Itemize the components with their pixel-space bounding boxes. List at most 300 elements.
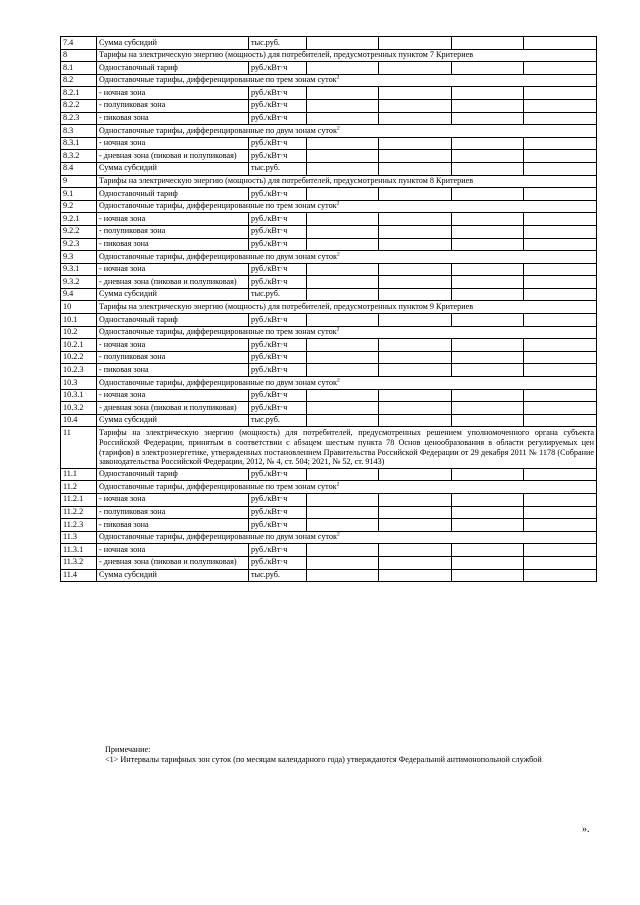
value-cell bbox=[452, 62, 524, 75]
table-section-row bbox=[61, 427, 597, 468]
indicator-name: - ночная зона bbox=[99, 494, 146, 504]
unit-cell: руб./кВт·ч bbox=[249, 213, 307, 226]
indicator-name: - дневная зона (пиковая и полупиковая) bbox=[99, 557, 237, 567]
row-number-cell: 10 bbox=[61, 301, 97, 314]
indicator-name: Одноставочные тарифы, дифференцированные по двум зонам суток bbox=[99, 251, 337, 261]
table-row bbox=[61, 519, 597, 532]
value-cell bbox=[307, 544, 379, 557]
indicator-name-cell bbox=[97, 301, 597, 314]
indicator-name-cell bbox=[97, 326, 597, 339]
indicator-name-cell bbox=[97, 531, 597, 544]
table-row bbox=[61, 238, 597, 251]
table-row bbox=[61, 137, 597, 150]
value-cell bbox=[452, 351, 524, 364]
value-cell bbox=[452, 99, 524, 112]
table-row bbox=[61, 99, 597, 112]
value-cell bbox=[379, 162, 452, 175]
value-cell bbox=[379, 339, 452, 352]
table-row bbox=[61, 162, 597, 175]
value-cell bbox=[379, 389, 452, 402]
value-cell bbox=[452, 137, 524, 150]
value-cell bbox=[307, 339, 379, 352]
table-row bbox=[61, 150, 597, 163]
indicator-name: Сумма субсидий bbox=[99, 37, 157, 47]
value-cell bbox=[452, 519, 524, 532]
indicator-name-cell bbox=[97, 99, 249, 112]
unit-cell: руб./кВт·ч bbox=[249, 339, 307, 352]
row-number-cell: 8.3.2 bbox=[61, 150, 97, 163]
value-cell bbox=[307, 519, 379, 532]
unit-cell: руб./кВт·ч bbox=[249, 99, 307, 112]
value-cell bbox=[524, 468, 597, 481]
indicator-name: - полупиковая зона bbox=[99, 226, 166, 236]
indicator-name: Одноставочный тариф bbox=[99, 469, 178, 479]
indicator-name-cell bbox=[97, 276, 249, 289]
row-number-cell: 9.2.1 bbox=[61, 213, 97, 226]
table-section-row bbox=[61, 481, 597, 494]
row-number-cell: 8.2.1 bbox=[61, 87, 97, 100]
value-cell bbox=[524, 238, 597, 251]
unit-cell: тыс.руб. bbox=[249, 288, 307, 301]
value-cell bbox=[307, 150, 379, 163]
value-cell bbox=[307, 414, 379, 427]
value-cell bbox=[452, 188, 524, 201]
table-row bbox=[61, 276, 597, 289]
table-row bbox=[61, 544, 597, 557]
indicator-name-cell bbox=[97, 339, 249, 352]
indicator-name: - ночная зона bbox=[99, 390, 146, 400]
value-cell bbox=[379, 493, 452, 506]
value-cell bbox=[524, 506, 597, 519]
value-cell bbox=[452, 556, 524, 569]
indicator-name: Одноставочные тарифы, дифференцированные по трем зонам суток bbox=[99, 481, 337, 491]
value-cell bbox=[379, 519, 452, 532]
indicator-name: Одноставочные тарифы, дифференцированные по трем зонам суток bbox=[99, 201, 337, 211]
row-number-cell: 10.3.2 bbox=[61, 402, 97, 415]
value-cell bbox=[379, 556, 452, 569]
table-section-row bbox=[61, 175, 597, 188]
value-cell bbox=[524, 112, 597, 125]
value-cell bbox=[452, 225, 524, 238]
indicator-name-cell bbox=[97, 200, 597, 213]
table-row bbox=[61, 351, 597, 364]
value-cell bbox=[524, 37, 597, 50]
indicator-name-cell bbox=[97, 263, 249, 276]
indicator-name: Одноставочные тарифы, дифференцированные по двум зонам суток bbox=[99, 377, 337, 387]
row-number-cell: 10.2.2 bbox=[61, 351, 97, 364]
table-section-row bbox=[61, 377, 597, 390]
indicator-name: Одноставочный тариф bbox=[99, 188, 178, 198]
unit-cell: руб./кВт·ч bbox=[249, 556, 307, 569]
indicator-name: Тарифы на электрическую энергию (мощность) для потребителей, предусмотренных пунктом 7 Критериев bbox=[99, 50, 474, 60]
footnote-marker: 2 bbox=[336, 124, 340, 131]
value-cell bbox=[307, 493, 379, 506]
value-cell bbox=[524, 276, 597, 289]
table-section-row bbox=[61, 49, 597, 62]
indicator-name-cell bbox=[97, 125, 597, 138]
footnote-marker: 2 bbox=[336, 326, 340, 333]
value-cell bbox=[379, 276, 452, 289]
table-row bbox=[61, 364, 597, 377]
table-row bbox=[61, 414, 597, 427]
value-cell bbox=[452, 569, 524, 582]
value-cell bbox=[307, 213, 379, 226]
row-number-cell: 8.2 bbox=[61, 74, 97, 87]
row-number-cell: 10.2 bbox=[61, 326, 97, 339]
row-number-cell: 11.2.2 bbox=[61, 506, 97, 519]
indicator-name: - полупиковая зона bbox=[99, 507, 166, 517]
indicator-name: Сумма субсидий bbox=[99, 289, 157, 299]
indicator-name: - ночная зона bbox=[99, 138, 146, 148]
value-cell bbox=[452, 162, 524, 175]
unit-cell: руб./кВт·ч bbox=[249, 506, 307, 519]
table-row bbox=[61, 314, 597, 327]
row-number-cell: 11.2 bbox=[61, 481, 97, 494]
indicator-name: - пиковая зона bbox=[99, 239, 149, 248]
indicator-name-cell bbox=[97, 238, 249, 251]
value-cell bbox=[452, 389, 524, 402]
table-row bbox=[61, 87, 597, 100]
value-cell bbox=[524, 414, 597, 427]
row-number-cell: 7.4 bbox=[61, 37, 97, 50]
unit-cell: руб./кВт·ч bbox=[249, 493, 307, 506]
indicator-name: - ночная зона bbox=[99, 213, 146, 223]
value-cell bbox=[524, 556, 597, 569]
row-number-cell: 8 bbox=[61, 49, 97, 62]
footnote-marker: 2 bbox=[336, 74, 340, 81]
table-row bbox=[61, 556, 597, 569]
indicator-name: - ночная зона bbox=[99, 264, 146, 274]
row-number-cell: 9.1 bbox=[61, 188, 97, 201]
unit-cell: руб./кВт·ч bbox=[249, 519, 307, 532]
indicator-name-cell bbox=[97, 414, 249, 427]
unit-cell: руб./кВт·ч bbox=[249, 544, 307, 557]
row-number-cell: 8.2.2 bbox=[61, 99, 97, 112]
value-cell bbox=[452, 339, 524, 352]
value-cell bbox=[524, 364, 597, 377]
row-number-cell: 9.4 bbox=[61, 288, 97, 301]
value-cell bbox=[379, 288, 452, 301]
value-cell bbox=[524, 569, 597, 582]
indicator-name: Одноставочный тариф bbox=[99, 314, 178, 324]
row-number-cell: 10.4 bbox=[61, 414, 97, 427]
value-cell bbox=[379, 62, 452, 75]
unit-cell: руб./кВт·ч bbox=[249, 238, 307, 251]
indicator-name: - ночная зона bbox=[99, 544, 146, 554]
value-cell bbox=[524, 288, 597, 301]
unit-cell: руб./кВт·ч bbox=[249, 112, 307, 125]
value-cell bbox=[379, 351, 452, 364]
row-number-cell: 11 bbox=[61, 427, 97, 468]
value-cell bbox=[379, 414, 452, 427]
value-cell bbox=[524, 314, 597, 327]
row-number-cell: 9.3 bbox=[61, 251, 97, 264]
table-row bbox=[61, 468, 597, 481]
unit-cell: тыс.руб. bbox=[249, 162, 307, 175]
value-cell bbox=[524, 544, 597, 557]
unit-cell: руб./кВт·ч bbox=[249, 402, 307, 415]
table-row bbox=[61, 288, 597, 301]
row-number-cell: 8.3 bbox=[61, 125, 97, 138]
footnote-marker: 2 bbox=[336, 376, 340, 383]
table-section-row bbox=[61, 251, 597, 264]
value-cell bbox=[524, 62, 597, 75]
indicator-name-cell bbox=[97, 37, 249, 50]
unit-cell: руб./кВт·ч bbox=[249, 351, 307, 364]
row-number-cell: 11.3.1 bbox=[61, 544, 97, 557]
value-cell bbox=[379, 112, 452, 125]
value-cell bbox=[524, 188, 597, 201]
value-cell bbox=[524, 351, 597, 364]
table-row bbox=[61, 213, 597, 226]
table-section-row bbox=[61, 326, 597, 339]
row-number-cell: 10.2.1 bbox=[61, 339, 97, 352]
value-cell bbox=[524, 339, 597, 352]
value-cell bbox=[452, 238, 524, 251]
indicator-name-cell bbox=[97, 188, 249, 201]
indicator-name-cell bbox=[97, 351, 249, 364]
indicator-name: - полупиковая зона bbox=[99, 100, 166, 110]
indicator-name-cell bbox=[97, 377, 597, 390]
value-cell bbox=[379, 544, 452, 557]
value-cell bbox=[307, 468, 379, 481]
value-cell bbox=[452, 314, 524, 327]
value-cell bbox=[524, 263, 597, 276]
indicator-name: Одноставочные тарифы, дифференцированные по двум зонам суток bbox=[99, 532, 337, 542]
value-cell bbox=[379, 569, 452, 582]
table-section-row bbox=[61, 531, 597, 544]
unit-cell: руб./кВт·ч bbox=[249, 62, 307, 75]
value-cell bbox=[307, 62, 379, 75]
value-cell bbox=[379, 468, 452, 481]
footnote-marker: 2 bbox=[336, 250, 340, 257]
indicator-name: Одноставочные тарифы, дифференцированные по трем зонам суток bbox=[99, 75, 337, 85]
indicator-name-cell bbox=[97, 175, 597, 188]
indicator-name-cell bbox=[97, 74, 597, 87]
table-row bbox=[61, 389, 597, 402]
row-number-cell: 9.2.2 bbox=[61, 225, 97, 238]
value-cell bbox=[307, 288, 379, 301]
value-cell bbox=[379, 99, 452, 112]
indicator-name-cell bbox=[97, 62, 249, 75]
value-cell bbox=[452, 150, 524, 163]
value-cell bbox=[452, 263, 524, 276]
value-cell bbox=[452, 276, 524, 289]
indicator-name-cell bbox=[97, 389, 249, 402]
value-cell bbox=[524, 389, 597, 402]
unit-cell: руб./кВт·ч bbox=[249, 263, 307, 276]
row-number-cell: 11.2.3 bbox=[61, 519, 97, 532]
note-text: <1> Интервалы тарифных зон суток (по месяцам календарного года) утверждаются Федеральной антимонопольной службой bbox=[105, 755, 542, 764]
indicator-name: - дневная зона (пиковая и полупиковая) bbox=[99, 150, 237, 160]
unit-cell: руб./кВт·ч bbox=[249, 314, 307, 327]
indicator-name-cell bbox=[97, 137, 249, 150]
row-number-cell: 9.3.2 bbox=[61, 276, 97, 289]
indicator-name: Сумма субсидий bbox=[99, 163, 157, 173]
value-cell bbox=[379, 37, 452, 50]
indicator-name: - ночная зона bbox=[99, 339, 146, 349]
value-cell bbox=[307, 351, 379, 364]
value-cell bbox=[307, 402, 379, 415]
indicator-name-cell bbox=[97, 225, 249, 238]
indicator-name-cell bbox=[97, 402, 249, 415]
table-section-row bbox=[61, 200, 597, 213]
row-number-cell: 11.3.2 bbox=[61, 556, 97, 569]
value-cell bbox=[307, 188, 379, 201]
indicator-name: Тарифы на электрическую энергию (мощность) для потребителей, предусмотренных пунктом 8 Критериев bbox=[99, 176, 474, 186]
value-cell bbox=[379, 87, 452, 100]
table-section-row bbox=[61, 74, 597, 87]
table-row bbox=[61, 225, 597, 238]
value-cell bbox=[379, 238, 452, 251]
indicator-name-cell bbox=[97, 569, 249, 582]
value-cell bbox=[307, 569, 379, 582]
indicator-name: Одноставочный тариф bbox=[99, 62, 178, 72]
indicator-name-cell bbox=[97, 213, 249, 226]
unit-cell: тыс.руб. bbox=[249, 414, 307, 427]
unit-cell: руб./кВт·ч bbox=[249, 150, 307, 163]
unit-cell: руб./кВт·ч bbox=[249, 468, 307, 481]
indicator-name: - ночная зона bbox=[99, 87, 146, 97]
footnote-marker: 2 bbox=[336, 531, 340, 538]
value-cell bbox=[307, 238, 379, 251]
table-row bbox=[61, 263, 597, 276]
indicator-name-cell bbox=[97, 427, 597, 468]
value-cell bbox=[307, 263, 379, 276]
value-cell bbox=[452, 37, 524, 50]
value-cell bbox=[379, 314, 452, 327]
value-cell bbox=[452, 112, 524, 125]
value-cell bbox=[379, 213, 452, 226]
value-cell bbox=[379, 364, 452, 377]
indicator-name-cell bbox=[97, 556, 249, 569]
value-cell bbox=[452, 468, 524, 481]
footnote-marker: 2 bbox=[336, 481, 340, 488]
value-cell bbox=[524, 213, 597, 226]
value-cell bbox=[524, 225, 597, 238]
indicator-name-cell bbox=[97, 112, 249, 125]
value-cell bbox=[307, 389, 379, 402]
note-heading: Примечание: bbox=[105, 745, 151, 754]
value-cell bbox=[452, 544, 524, 557]
value-cell bbox=[307, 314, 379, 327]
unit-cell: руб./кВт·ч bbox=[249, 225, 307, 238]
indicator-name-cell bbox=[97, 162, 249, 175]
table-section-row bbox=[61, 125, 597, 138]
value-cell bbox=[524, 137, 597, 150]
closing-quote-mark: ». bbox=[582, 824, 590, 835]
indicator-name-cell bbox=[97, 314, 249, 327]
indicator-name-cell bbox=[97, 519, 249, 532]
indicator-name: Одноставочные тарифы, дифференцированные по трем зонам суток bbox=[99, 327, 337, 337]
row-number-cell: 8.2.3 bbox=[61, 112, 97, 125]
unit-cell: руб./кВт·ч bbox=[249, 188, 307, 201]
indicator-name-cell bbox=[97, 150, 249, 163]
indicator-name: Тарифы на электрическую энергию (мощность) для потребителей, предусмотренных пунктом 9 Критериев bbox=[99, 301, 474, 311]
table-row bbox=[61, 62, 597, 75]
indicator-name: - дневная зона (пиковая и полупиковая) bbox=[99, 402, 237, 412]
indicator-name-cell bbox=[97, 481, 597, 494]
indicator-name: - пиковая зона bbox=[99, 364, 149, 374]
value-cell bbox=[307, 556, 379, 569]
value-cell bbox=[307, 37, 379, 50]
indicator-name: - пиковая зона bbox=[99, 113, 149, 123]
row-number-cell: 8.4 bbox=[61, 162, 97, 175]
indicator-name-cell bbox=[97, 87, 249, 100]
unit-cell: руб./кВт·ч bbox=[249, 87, 307, 100]
indicator-name: Сумма субсидий bbox=[99, 415, 157, 425]
value-cell bbox=[524, 150, 597, 163]
value-cell bbox=[452, 288, 524, 301]
row-number-cell: 11.3 bbox=[61, 531, 97, 544]
row-number-cell: 8.1 bbox=[61, 62, 97, 75]
table-row bbox=[61, 188, 597, 201]
value-cell bbox=[307, 225, 379, 238]
value-cell bbox=[524, 87, 597, 100]
value-cell bbox=[452, 493, 524, 506]
tariff-table bbox=[60, 36, 597, 582]
value-cell bbox=[307, 112, 379, 125]
value-cell bbox=[307, 364, 379, 377]
table-row bbox=[61, 37, 597, 50]
unit-cell: руб./кВт·ч bbox=[249, 364, 307, 377]
table-section-row bbox=[61, 301, 597, 314]
row-number-cell: 10.2.3 bbox=[61, 364, 97, 377]
table-row bbox=[61, 493, 597, 506]
value-cell bbox=[379, 137, 452, 150]
value-cell bbox=[379, 402, 452, 415]
indicator-name: Одноставочные тарифы, дифференцированные по двум зонам суток bbox=[99, 125, 337, 135]
value-cell bbox=[379, 188, 452, 201]
value-cell bbox=[379, 506, 452, 519]
unit-cell: руб./кВт·ч bbox=[249, 389, 307, 402]
value-cell bbox=[379, 225, 452, 238]
value-cell bbox=[452, 364, 524, 377]
row-number-cell: 10.3 bbox=[61, 377, 97, 390]
indicator-name: - пиковая зона bbox=[99, 519, 149, 529]
row-number-cell: 9.2.3 bbox=[61, 238, 97, 251]
value-cell bbox=[379, 263, 452, 276]
unit-cell: тыс.руб. bbox=[249, 569, 307, 582]
row-number-cell: 11.1 bbox=[61, 468, 97, 481]
value-cell bbox=[307, 162, 379, 175]
value-cell bbox=[307, 137, 379, 150]
row-number-cell: 11.2.1 bbox=[61, 493, 97, 506]
value-cell bbox=[452, 414, 524, 427]
value-cell bbox=[379, 150, 452, 163]
value-cell bbox=[524, 493, 597, 506]
value-cell bbox=[307, 276, 379, 289]
row-number-cell: 9.3.1 bbox=[61, 263, 97, 276]
indicator-name: - дневная зона (пиковая и полупиковая) bbox=[99, 276, 237, 286]
table-row bbox=[61, 112, 597, 125]
indicator-name-cell bbox=[97, 364, 249, 377]
value-cell bbox=[524, 162, 597, 175]
indicator-name-cell bbox=[97, 468, 249, 481]
value-cell bbox=[452, 87, 524, 100]
row-number-cell: 11.4 bbox=[61, 569, 97, 582]
footnote-marker: 2 bbox=[336, 200, 340, 207]
table-row bbox=[61, 339, 597, 352]
value-cell bbox=[307, 99, 379, 112]
row-number-cell: 8.3.1 bbox=[61, 137, 97, 150]
indicator-name: Тарифы на электрическую энергию (мощность) для потребителей, предусмотренных решением уполномоченного органа субъекта Российской Федерации, принятым в соответствии с абзацем шестым пункта 78 Основ ценообразования в области регулируемых цен (тарифов) в электроэнергетике, утвержденных постановлением Правительства Российской Федерации от 29 декабря 2011 № 1178 (Собрание законодательства Российской Федерации, 2012, № 4, ст. 504; 2021, № 52, ст. 9143) bbox=[99, 427, 594, 467]
row-number-cell: 9 bbox=[61, 175, 97, 188]
row-number-cell: 10.1 bbox=[61, 314, 97, 327]
indicator-name: Сумма субсидий bbox=[99, 570, 157, 580]
row-number-cell: 9.2 bbox=[61, 200, 97, 213]
value-cell bbox=[452, 402, 524, 415]
